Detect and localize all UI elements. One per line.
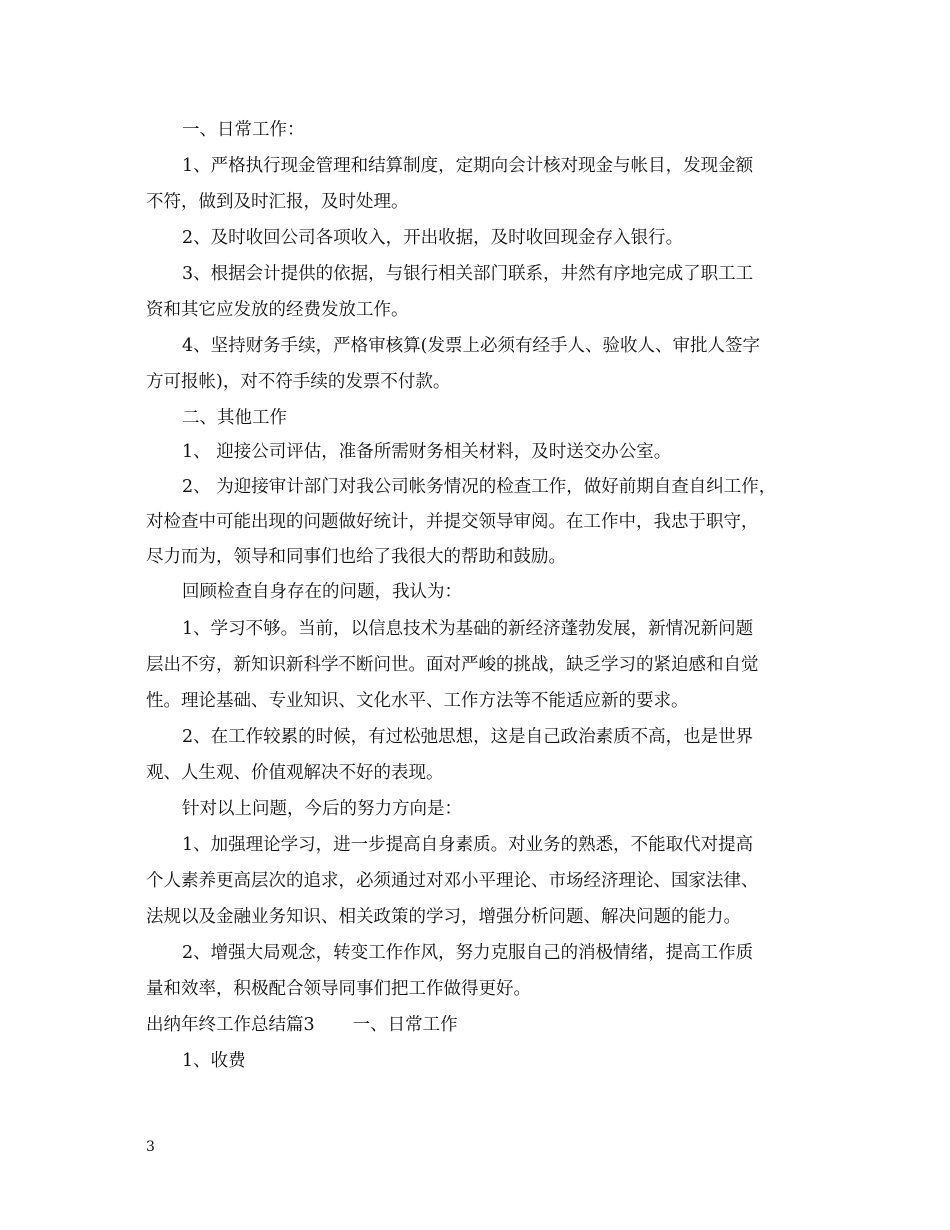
paragraph-line: 2、在工作较累的时候，有过松弛思想，这是自己政治素质不高，也是世界	[182, 727, 754, 747]
paragraph-line: 对检查中可能出现的问题做好统计，并提交领导审阅。在工作中，我忠于职守，	[146, 512, 759, 532]
article-section-heading: 一、日常工作	[352, 1015, 458, 1035]
paragraph-line: 量和效率，积极配合领导同事们把工作做得更好。	[146, 979, 531, 999]
paragraph-line: 1、加强理论学习，进一步提高自身素质。对业务的熟悉，不能取代对提高	[182, 835, 754, 855]
section-heading-direction: 针对以上问题，今后的努力方向是：	[182, 799, 462, 819]
paragraph-line: 2、及时收回公司各项收入，开出收据，及时收回现金存入银行。	[182, 228, 684, 248]
section-heading-review: 回顾检查自身存在的问题，我认为：	[182, 582, 462, 602]
paragraph-line: 3、根据会计提供的依据，与银行相关部门联系，井然有序地完成了职工工	[182, 264, 754, 284]
paragraph-line: 2、增强大局观念，转变工作作风，努力克服自己的消极情绪，提高工作质	[182, 943, 754, 963]
paragraph-line: 1、学习不够。当前，以信息技术为基础的新经济蓬勃发展，新情况新问题	[182, 619, 754, 639]
paragraph-line: 性。理论基础、专业知识、文化水平、工作方法等不能适应新的要求。	[146, 691, 689, 711]
section-heading-other-work: 二、其他工作	[182, 408, 287, 428]
section-heading-daily-work: 一、日常工作：	[182, 120, 305, 140]
paragraph-line: 1、严格执行现金管理和结算制度，定期向会计核对现金与帐目，发现金额	[182, 156, 754, 176]
paragraph-line: 1、 迎接公司评估，准备所需财务相关材料，及时送交办公室。	[182, 442, 672, 462]
page-number: 3	[146, 1139, 155, 1155]
paragraph-line: 2、 为迎接审计部门对我公司帐务情况的检查工作，做好前期自查自纠工作，	[182, 477, 777, 497]
paragraph-line: 层出不穷，新知识新科学不断问世。面对严峻的挑战，缺乏学习的紧迫感和自觉	[146, 655, 759, 675]
paragraph-line: 不符，做到及时汇报，及时处理。	[146, 192, 409, 212]
paragraph-line: 观、人生观、价值观解决不好的表现。	[146, 763, 444, 783]
article-heading-row	[146, 1013, 816, 1037]
paragraph-line: 法规以及金融业务知识、相关政策的学习，增强分析问题、解决问题的能力。	[146, 907, 741, 927]
paragraph-line: 个人素养更高层次的追求，必须通过对邓小平理论、市场经济理论、国家法律、	[146, 871, 759, 891]
paragraph-line: 1、收费	[182, 1051, 246, 1071]
paragraph-line: 资和其它应发放的经费发放工作。	[146, 300, 409, 320]
paragraph-line: 尽力而为，领导和同事们也给了我很大的帮助和鼓励。	[146, 547, 566, 567]
paragraph-line: 方可报帐)，对不符手续的发票不付款。	[146, 372, 451, 392]
article-title: 出纳年终工作总结篇3	[146, 1015, 315, 1035]
paragraph-line: 4、坚持财务手续，严格审核算(发票上必须有经手人、验收人、审批人签字	[182, 336, 760, 356]
